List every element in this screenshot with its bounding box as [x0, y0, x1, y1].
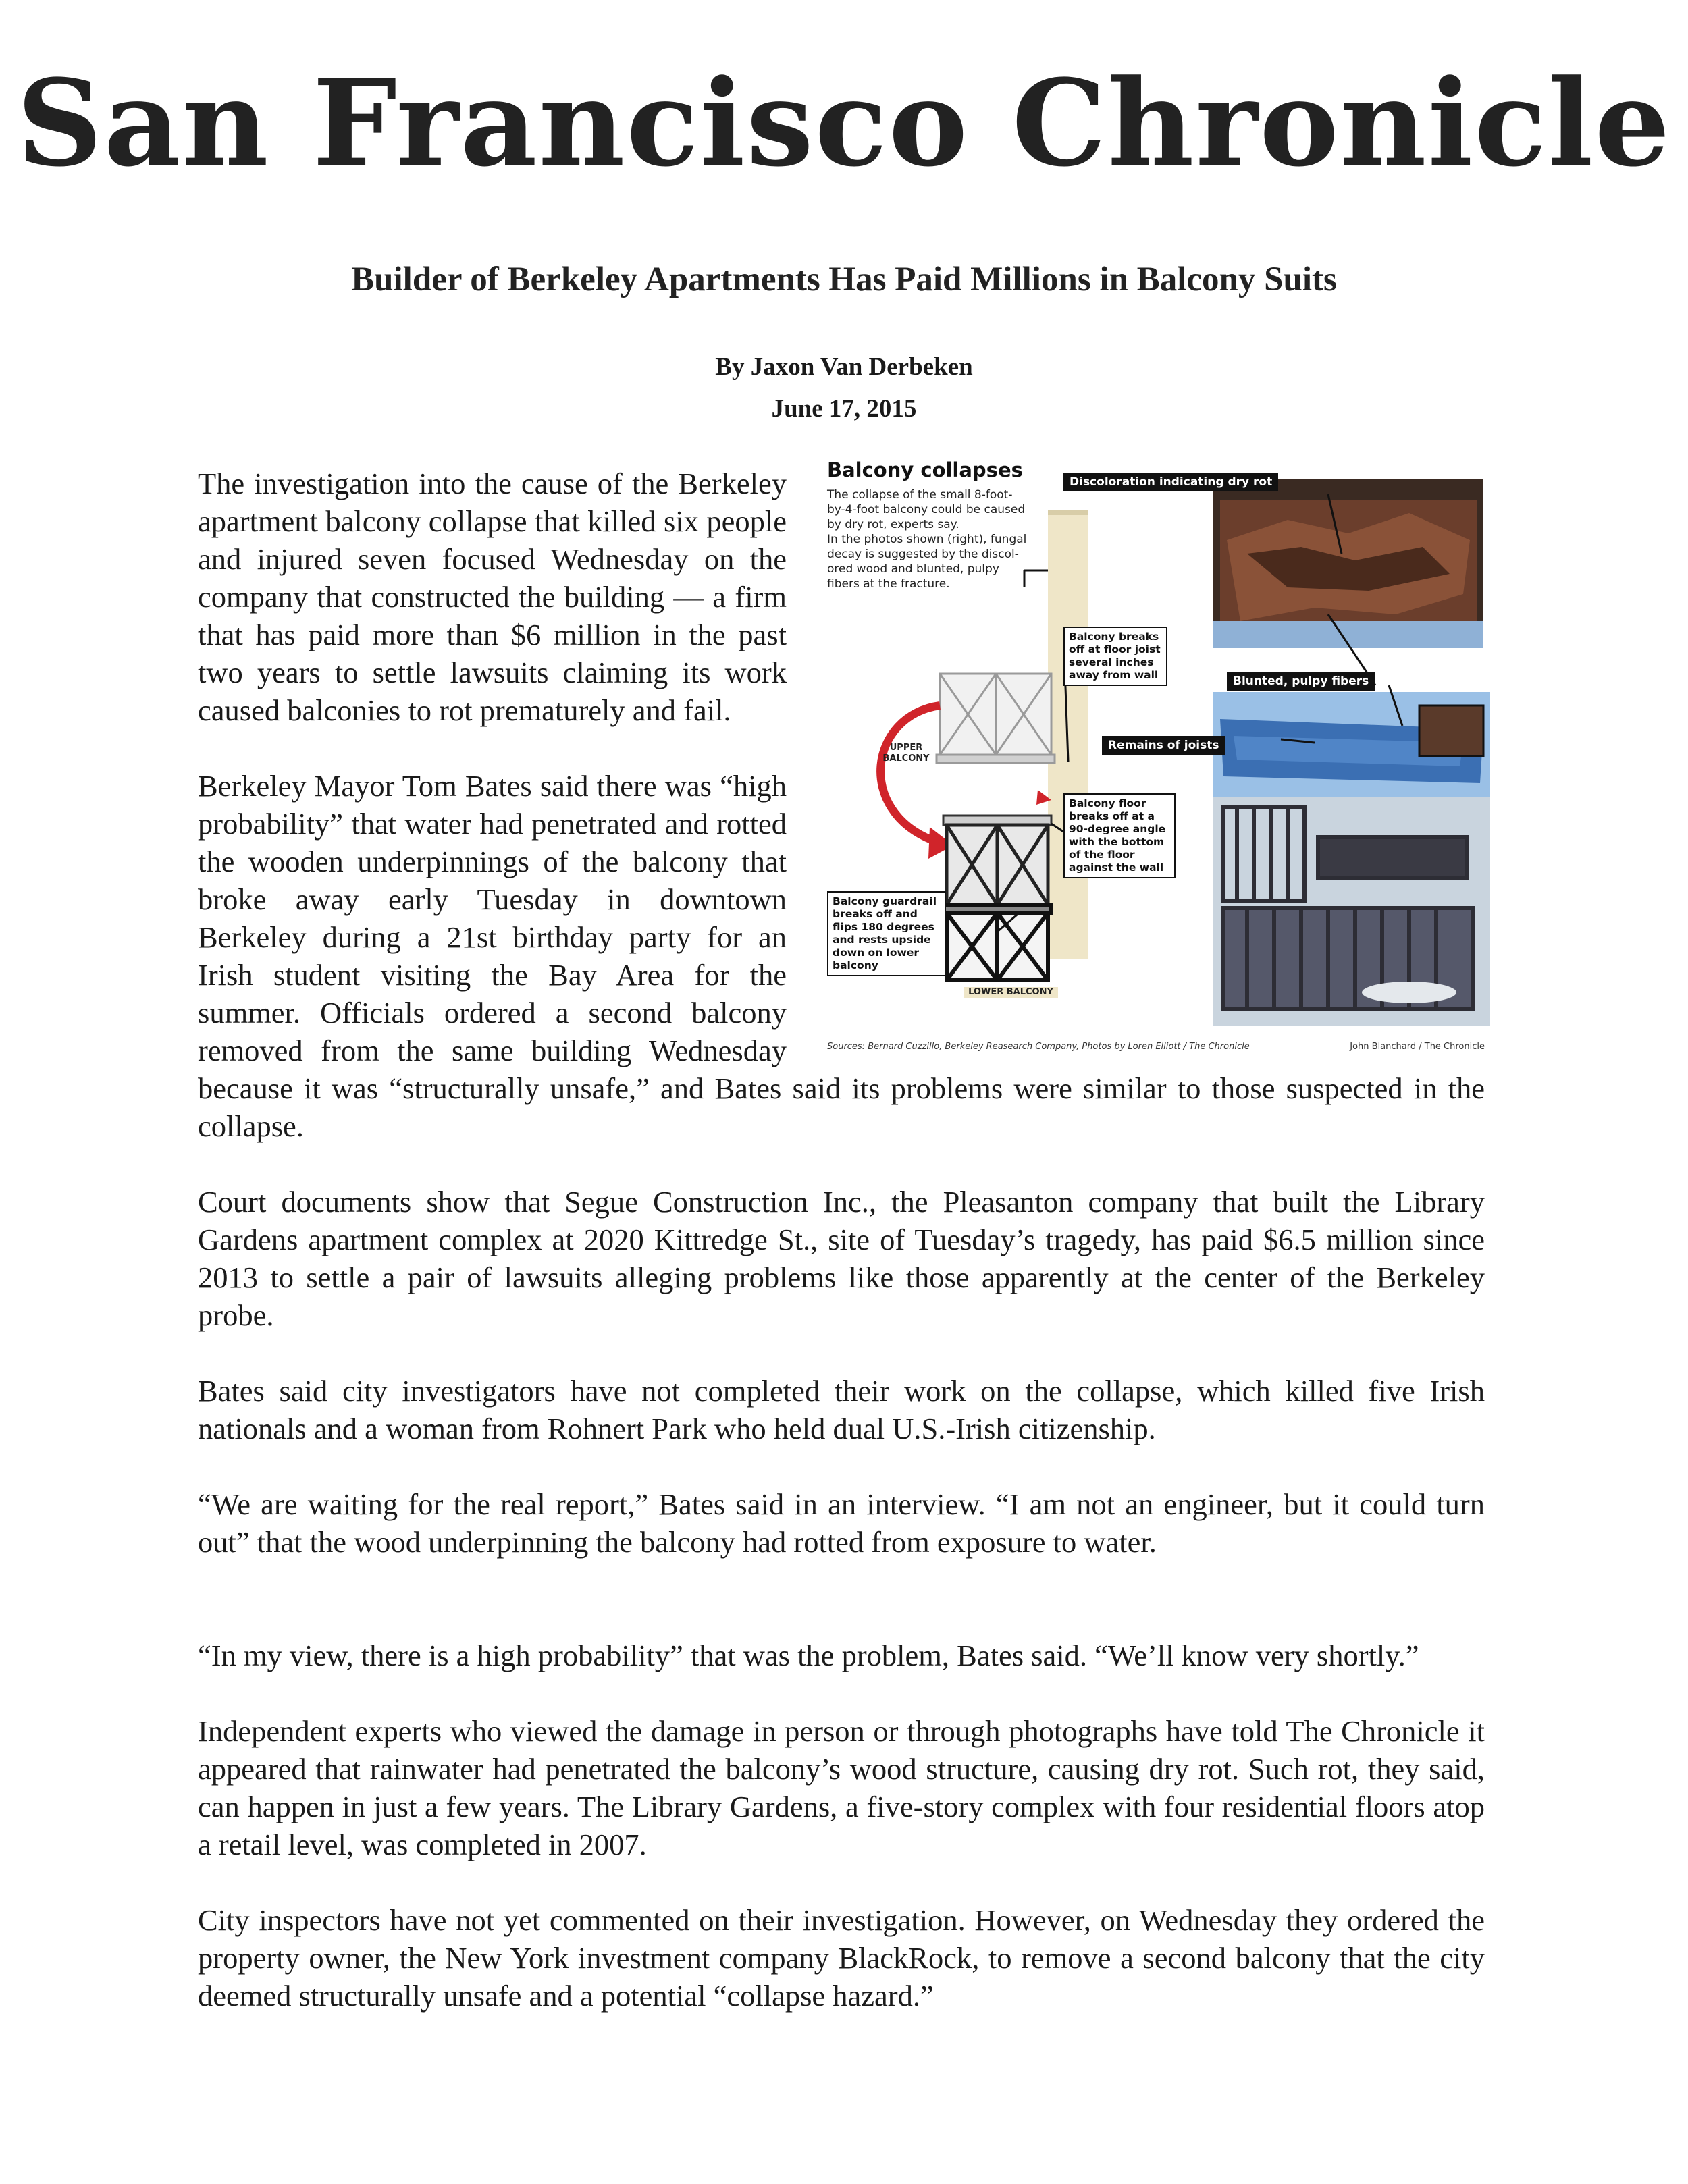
paragraph-4: Bates said city investigators have not completed their work on the collapse, which killed five Irish nationals and a woman from Rohnert Park who held dual U.S.-Irish citizenship.	[198, 1374, 1485, 1445]
masthead-logo: San Francisco Chronicle	[16, 53, 1672, 193]
graphic-credit: John Blanchard / The Chronicle	[1350, 1042, 1485, 1052]
article-date: June 17, 2015	[771, 395, 917, 423]
note-floor-breaks: Balcony floor breaks off at a 90-degree angle with the bottom of the floor against the wall	[1063, 793, 1176, 878]
graphic-title: Balcony collapses	[827, 458, 1023, 481]
graphic-intro-text: The collapse of the small 8-foot-by-4-foot balcony could be caused by dry rot, experts say.	[827, 488, 1026, 531]
graphic-intro	[827, 487, 1030, 591]
balcony-collapse-graphic	[815, 459, 1490, 1060]
label-upper-balcony: UPPER BALCONY	[882, 743, 930, 764]
note-guardrail-flips: Balcony guardrail breaks off and flips 180 degrees and rests upside down on lower balcony	[827, 891, 946, 976]
label-lower-balcony: LOWER BALCONY	[964, 987, 1058, 998]
graphic-source: Sources: Bernard Cuzzillo, Berkeley Reasearch Company, Photos by Loren Elliott / The Chronicle	[827, 1042, 1250, 1052]
paragraph-2: Berkeley Mayor Tom Bates said there was “high probability” that water had penetrated and rotted the wooden underpinnings of the balcony that broke away early Tuesday in downtown Berkeley during a 21st birthday party for an Irish student visiting the Bay Area for the summer. Officials ordered a second balcony removed from the same building Wednesday because it was “structurally unsafe,” and Bates said its problems were similar to those suspected in the collapse.	[198, 769, 1485, 1143]
article-byline: By Jaxon Van Derbeken	[715, 353, 973, 381]
article-headline: Builder of Berkeley Apartments Has Paid Millions in Balcony Suits	[351, 261, 1337, 298]
callout-dry-rot: Discoloration indicating dry rot	[1063, 473, 1278, 491]
callout-remains-of-joists: Remains of joists	[1102, 736, 1225, 755]
paragraph-5: “We are waiting for the real report,” Bates said in an interview. “I am not an engineer, but it could turn out” that the wood underpinning the balcony had rotted from exposure to water.	[198, 1487, 1485, 1559]
note-breaks-at-joist: Balcony breaks off at floor joist several inches away from wall	[1063, 627, 1167, 686]
article-body	[198, 458, 1485, 2052]
paragraph-7: Independent experts who viewed the damage in person or through photographs have told The Chronicle it appeared that rainwater had penetrated the balcony’s wood structure, causing dry rot. Such rot, they said, can happen in just a few years. The Library Gardens, a five-story complex with four residential floors atop a retail level, was completed in 2007.	[198, 1714, 1485, 1861]
paragraph-3: Court documents show that Segue Construction Inc., the Pleasanton company that built the Library Gardens apartment complex at 2020 Kittredge St., site of Tuesday’s tragedy, has paid $6.5 million since 2013 to settle a pair of lawsuits alleging problems like those apparently at the center of the Berkeley probe.	[198, 1185, 1485, 1332]
paragraph-8: City inspectors have not yet commented on their investigation. However, on Wednesday they ordered the property owner, the New York investment company BlackRock, to remove a second balcony that the city deemed structurally unsafe and a potential “collapse hazard.”	[198, 1903, 1485, 2013]
paragraph-6: “In my view, there is a high probability” that was the problem, Bates said. “We’ll know very shortly.”	[198, 1639, 1419, 1672]
graphic-intro-text-2: In the photos shown (right), fungal decay is suggested by the discol-ored wood and blunted, pulpy fibers at the fracture.	[827, 533, 1027, 591]
callout-pulpy-fibers: Blunted, pulpy fibers	[1227, 672, 1375, 691]
paragraph-1: The investigation into the cause of the Berkeley apartment balcony collapse that killed six people and injured seven focused Wednesday on the company that constructed the building — a firm that has paid more than $6 million in the past two years to settle lawsuits claiming its work caused balconies to rot prematurely and fail.	[198, 467, 787, 727]
